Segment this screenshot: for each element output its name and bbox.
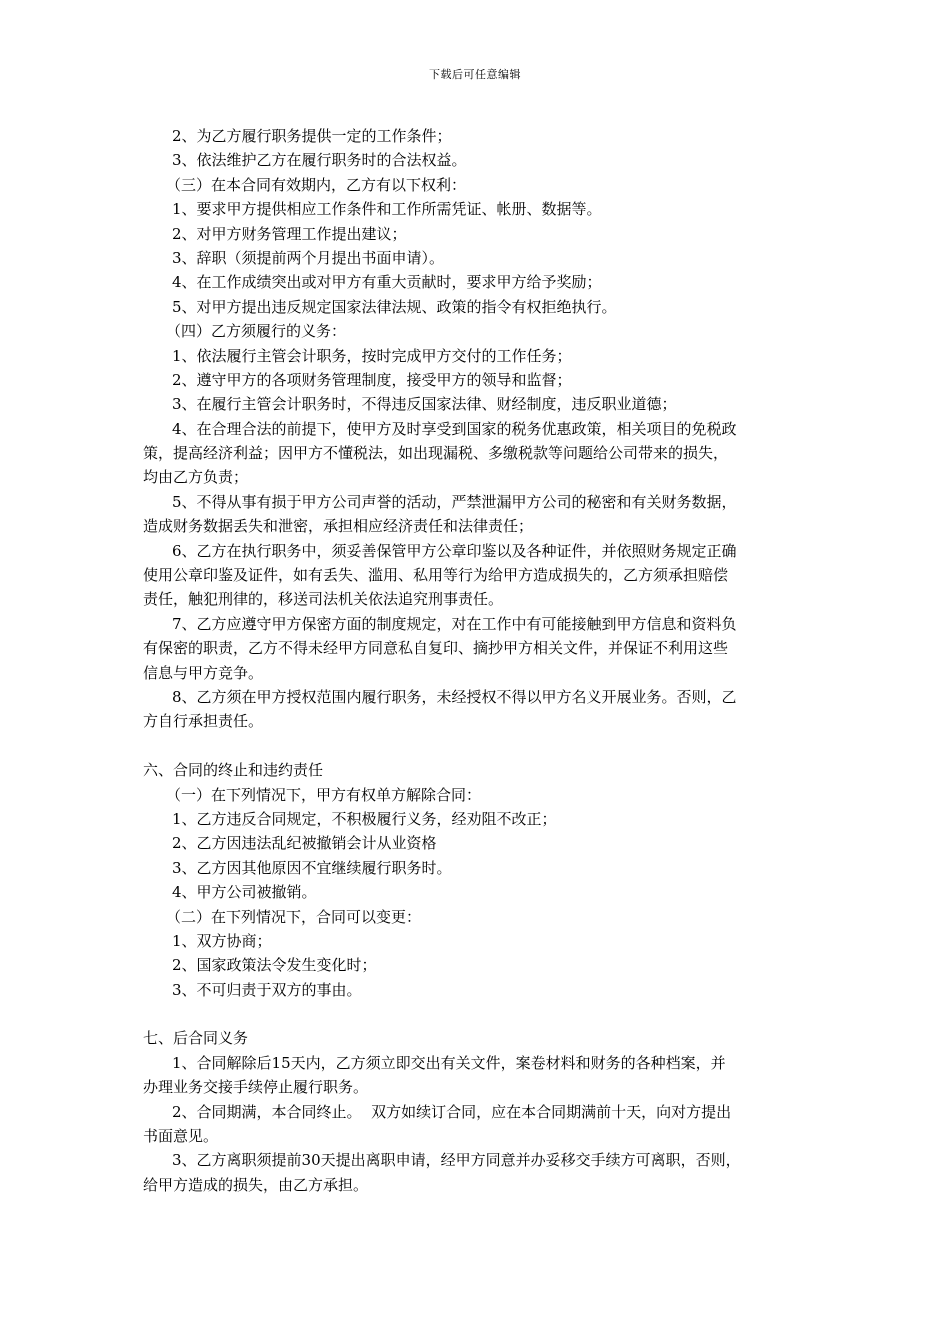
paragraph-line: 信息与甲方竞争。 <box>143 663 264 682</box>
clause-line: 2、乙方因违法乱纪被撤销会计从业资格 <box>172 834 437 853</box>
clause-line: 3、不可归责于双方的事由。 <box>172 980 362 999</box>
paragraph-line: 书面意见。 <box>143 1127 219 1146</box>
page-header: 下载后可任意编辑 <box>429 68 521 81</box>
clause-line: 5、对甲方提出违反规定国家法律法规、政策的指令有权拒绝执行。 <box>172 297 617 316</box>
section-heading: （一）在下列情况下，甲方有权单方解除合同： <box>166 785 482 804</box>
paragraph-line: 6、乙方在执行职务中，须妥善保管甲方公章印鉴以及各种证件，并依照财务规定正确 <box>172 541 737 560</box>
paragraph-line: 方自行承担责任。 <box>143 712 264 731</box>
section-heading: （四）乙方须履行的义务： <box>166 322 347 341</box>
section-heading: （三）在本合同有效期内，乙方有以下权利： <box>166 175 467 194</box>
clause-line: 4、甲方公司被撤销。 <box>172 883 317 902</box>
section-heading: （二）在下列情况下，合同可以变更： <box>166 907 422 926</box>
paragraph-line: 责任，触犯刑律的，移送司法机关依法追究刑事责任。 <box>143 590 504 609</box>
clause-line: 4、在工作成绩突出或对甲方有重大贡献时，要求甲方给予奖励； <box>172 273 602 292</box>
clause-line: 2、对甲方财务管理工作提出建议； <box>172 224 407 243</box>
paragraph-line: 造成财务数据丢失和泄密，承担相应经济责任和法律责任； <box>143 517 534 536</box>
clause-line: 2、为乙方履行职务提供一定的工作条件； <box>172 127 452 145</box>
paragraph-line: 7、乙方应遵守甲方保密方面的制度规定，对在工作中有可能接触到甲方信息和资料负 <box>172 614 737 633</box>
clause-line: 1、双方协商； <box>172 931 272 950</box>
clause-line: 3、依法维护乙方在履行职务时的合法权益。 <box>172 151 467 170</box>
document-body <box>143 124 808 1197</box>
blank-line <box>143 1002 808 1026</box>
clause-line: 2、遵守甲方的各项财务管理制度，接受甲方的领导和监督； <box>172 370 572 389</box>
clause-line: 2、国家政策法令发生变化时； <box>172 956 377 975</box>
paragraph-line: 使用公章印鉴及证件，如有丢失、滥用、私用等行为给甲方造成损失的，乙方须承担赔偿 <box>143 566 729 585</box>
paragraph-line: 给甲方造成的损失，由乙方承担。 <box>143 1175 369 1194</box>
paragraph-line: 有保密的职责，乙方不得未经甲方同意私自复印、摘抄甲方相关文件，并保证不利用这些 <box>143 639 729 658</box>
paragraph-line: 4、在合理合法的前提下，使甲方及时享受到国家的税务优惠政策，相关项目的免税政 <box>172 419 737 438</box>
clause-line: 1、要求甲方提供相应工作条件和工作所需凭证、帐册、数据等。 <box>172 200 602 219</box>
paragraph-line: 均由乙方负责； <box>143 468 249 487</box>
clause-line: 3、乙方因其他原因不宜继续履行职务时。 <box>172 858 452 877</box>
clause-line: 3、辞职（须提前两个月提出书面申请）。 <box>172 248 445 267</box>
paragraph-line: 8、乙方须在甲方授权范围内履行职务，未经授权不得以甲方名义开展业务。否则，乙 <box>172 687 737 706</box>
paragraph-line: 1、合同解除后15天内，乙方须立即交出有关文件，案卷材料和财务的各种档案，并 <box>172 1053 726 1072</box>
clause-line: 1、依法履行主管会计职务，按时完成甲方交付的工作任务； <box>172 346 572 365</box>
paragraph-line: 2、合同期满，本合同终止。 双方如续订合同，应在本合同期满前十天，向对方提出 <box>172 1102 732 1121</box>
clause-line: 1、乙方违反合同规定，不积极履行义务，经劝阻不改正； <box>172 809 557 828</box>
clause-line: 3、在履行主管会计职务时，不得违反国家法律、财经制度，违反职业道德； <box>172 395 677 414</box>
paragraph-line: 办理业务交接手续停止履行职务。 <box>143 1078 369 1097</box>
paragraph-line: 5、不得从事有损于甲方公司声誉的活动，严禁泄漏甲方公司的秘密和有关财务数据， <box>172 492 737 511</box>
chapter-heading: 七、后合同义务 <box>143 1029 249 1048</box>
paragraph-line: 3、乙方离职须提前30天提出离职申请，经甲方同意并办妥移交手续方可离职，否则， <box>172 1151 741 1170</box>
paragraph-line: 策，提高经济利益；因甲方不懂税法，如出现漏税、多缴税款等问题给公司带来的损失， <box>143 444 729 463</box>
blank-line <box>143 734 808 758</box>
chapter-heading: 六、合同的终止和违约责任 <box>143 761 324 780</box>
